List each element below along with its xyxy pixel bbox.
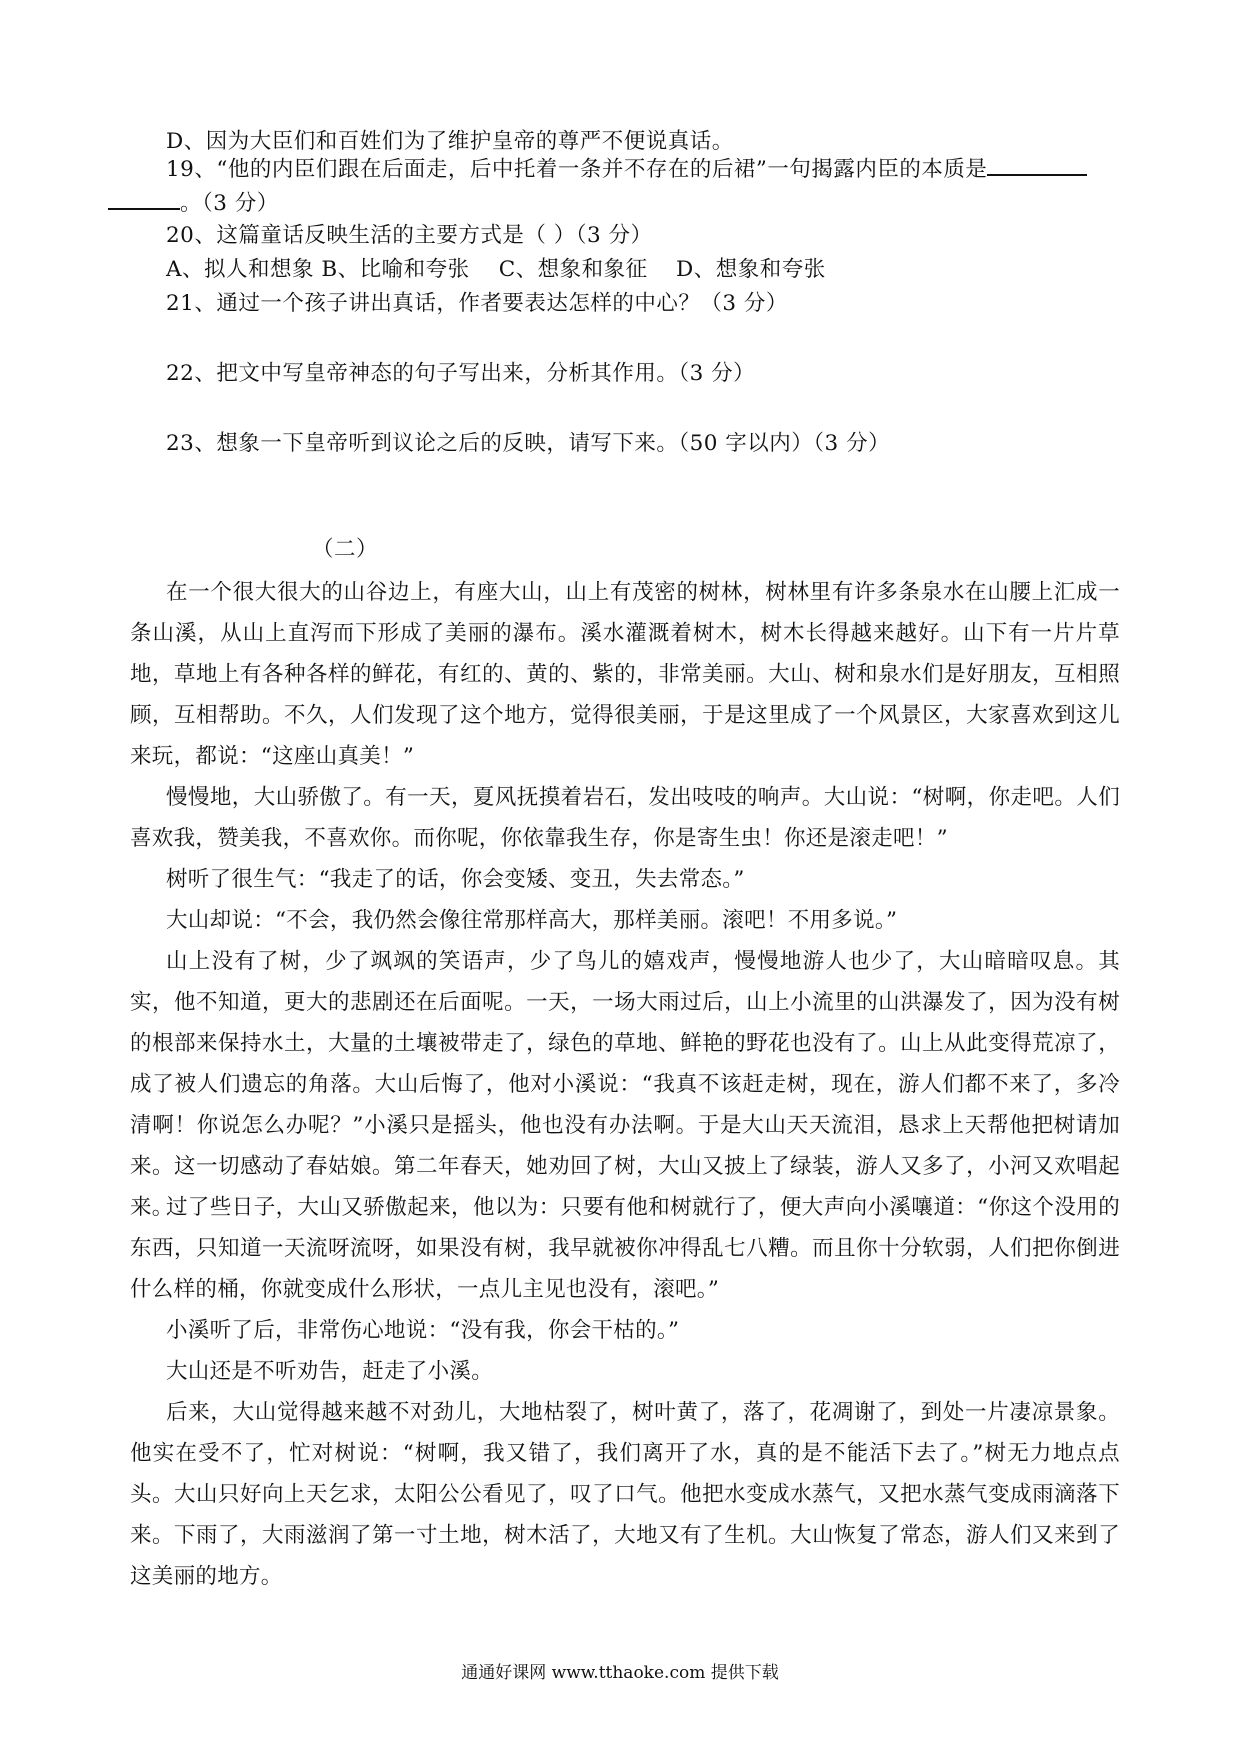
story-paragraph-3: 树听了很生气：“我走了的话，你会变矮、变丑，失去常态。” xyxy=(166,867,745,892)
story-paragraph-1: 在一个很大很大的山谷边上，有座大山，山上有茂密的树林，树林里有许多条泉水在山腰上汇成一条山溪，从山上直泻而下形成了美丽的瀑布。溪水灌溉着树木，树木长得越来越好。山下有一片片草地，草地上有各种各样的鲜花，有红的、黄的、紫的，非常美丽。大山、树和泉水们是好朋友，互相照顾，互相帮助。不久，人们发现了这个地方，觉得很美丽，于是这里成了一个风景区，大家喜欢到这儿来玩，都说：“这座山真美！” xyxy=(130,580,1120,769)
option-a: A、拟人和想象 xyxy=(166,257,315,282)
question-19-continued xyxy=(108,186,279,218)
question-22: 22、把文中写皇帝神态的句子写出来，分析其作用。（3 分） xyxy=(166,361,756,386)
option-c: C、想象和象征 xyxy=(498,257,648,282)
option-b: B、比喻和夸张 xyxy=(321,257,470,282)
question-19-text: 19、“他的内臣们跟在后面走，后中托着一条并不存在的后裙”一句揭露内臣的本质是 xyxy=(166,157,988,182)
story-paragraph-2: 慢慢地，大山骄傲了。有一天，夏风抚摸着岩石，发出吱吱的响声。大山说：“树啊，你走吧。人们喜欢我，赞美我，不喜欢你。而你呢，你依靠我生存，你是寄生虫！你还是滚走吧！” xyxy=(130,785,1120,851)
page-footer: 通通好课网 www.tthaoke.com 提供下载 xyxy=(461,1663,779,1683)
section-title: （二） xyxy=(312,537,379,562)
story-paragraph-5: 山上没有了树，少了飒飒的笑语声，少了鸟儿的嬉戏声，慢慢地游人也少了，大山暗暗叹息。其实，他不知道，更大的悲剧还在后面呢。一天，一场大雨过后，山上小流里的山洪瀑发了，因为没有树的根部来保持水土，大量的土壤被带走了，绿色的草地、鲜艳的野花也没有了。山上从此变得荒凉了，成了被人们遗忘的角落。大山后悔了，他对小溪说：“我真不该赶走树，现在，游人们都不来了，多冷清啊！你说怎么办呢？”小溪只是摇头，他也没有办法啊。于是大山天天流泪，恳求上天帮他把树请加来。这一切感动了春姑娘。第二年春天，她劝回了树，大山又披上了绿装，游人又多了，小河又欢唱起来。 xyxy=(130,949,1120,1220)
question-23: 23、想象一下皇帝听到议论之后的反映，请写下来。（50 字以内）（3 分） xyxy=(166,431,891,456)
question-20: 20、这篇童话反映生活的主要方式是（ ）（3 分） xyxy=(166,223,653,248)
question-19 xyxy=(166,152,1087,184)
story-paragraph-7: 小溪听了后，非常伤心地说：“没有我，你会干枯的。” xyxy=(166,1318,680,1343)
question-19-score: 。（3 分） xyxy=(180,191,279,216)
story-paragraph-8: 大山还是不听劝告，赶走了小溪。 xyxy=(166,1359,494,1384)
story-paragraph-9: 后来，大山觉得越来越不对劲儿，大地枯裂了，树叶黄了，落了，花凋谢了，到处一片凄凉景象。他实在受不了，忙对树说：“树啊，我又错了，我们离开了水，真的是不能活下去了。”树无力地点点头。大山只好向上天乞求，太阳公公看见了，叹了口气。他把水变成水蒸气，又把水蒸气变成雨滴落下来。下雨了，大雨滋润了第一寸土地，树木活了，大地又有了生机。大山恢复了常态，游人们又来到了这美丽的地方。 xyxy=(130,1400,1120,1589)
option-d: D、想象和夸张 xyxy=(676,257,826,282)
question-18-option-d: D、因为大臣们和百姓们为了维护皇帝的尊严不便说真话。 xyxy=(166,129,734,154)
question-20-options xyxy=(166,256,826,284)
answer-blank[interactable] xyxy=(108,186,180,210)
answer-blank[interactable] xyxy=(987,152,1087,176)
question-21: 21、通过一个孩子讲出真话，作者要表达怎样的中心？（3 分） xyxy=(166,291,788,316)
story-paragraph-6: 过了些日子，大山又骄傲起来，他以为：只要有他和树就行了，便大声向小溪嚷道：“你这个没用的东西，只知道一天流呀流呀，如果没有树，我早就被你冲得乱七八糟。而且你十分软弱，人们把你倒进什么样的桶，你就变成什么形状，一点儿主见也没有，滚吧。” xyxy=(130,1195,1120,1302)
story-paragraph-4: 大山却说：“不会，我仍然会像往常那样高大，那样美丽。滚吧！不用多说。” xyxy=(166,908,898,933)
